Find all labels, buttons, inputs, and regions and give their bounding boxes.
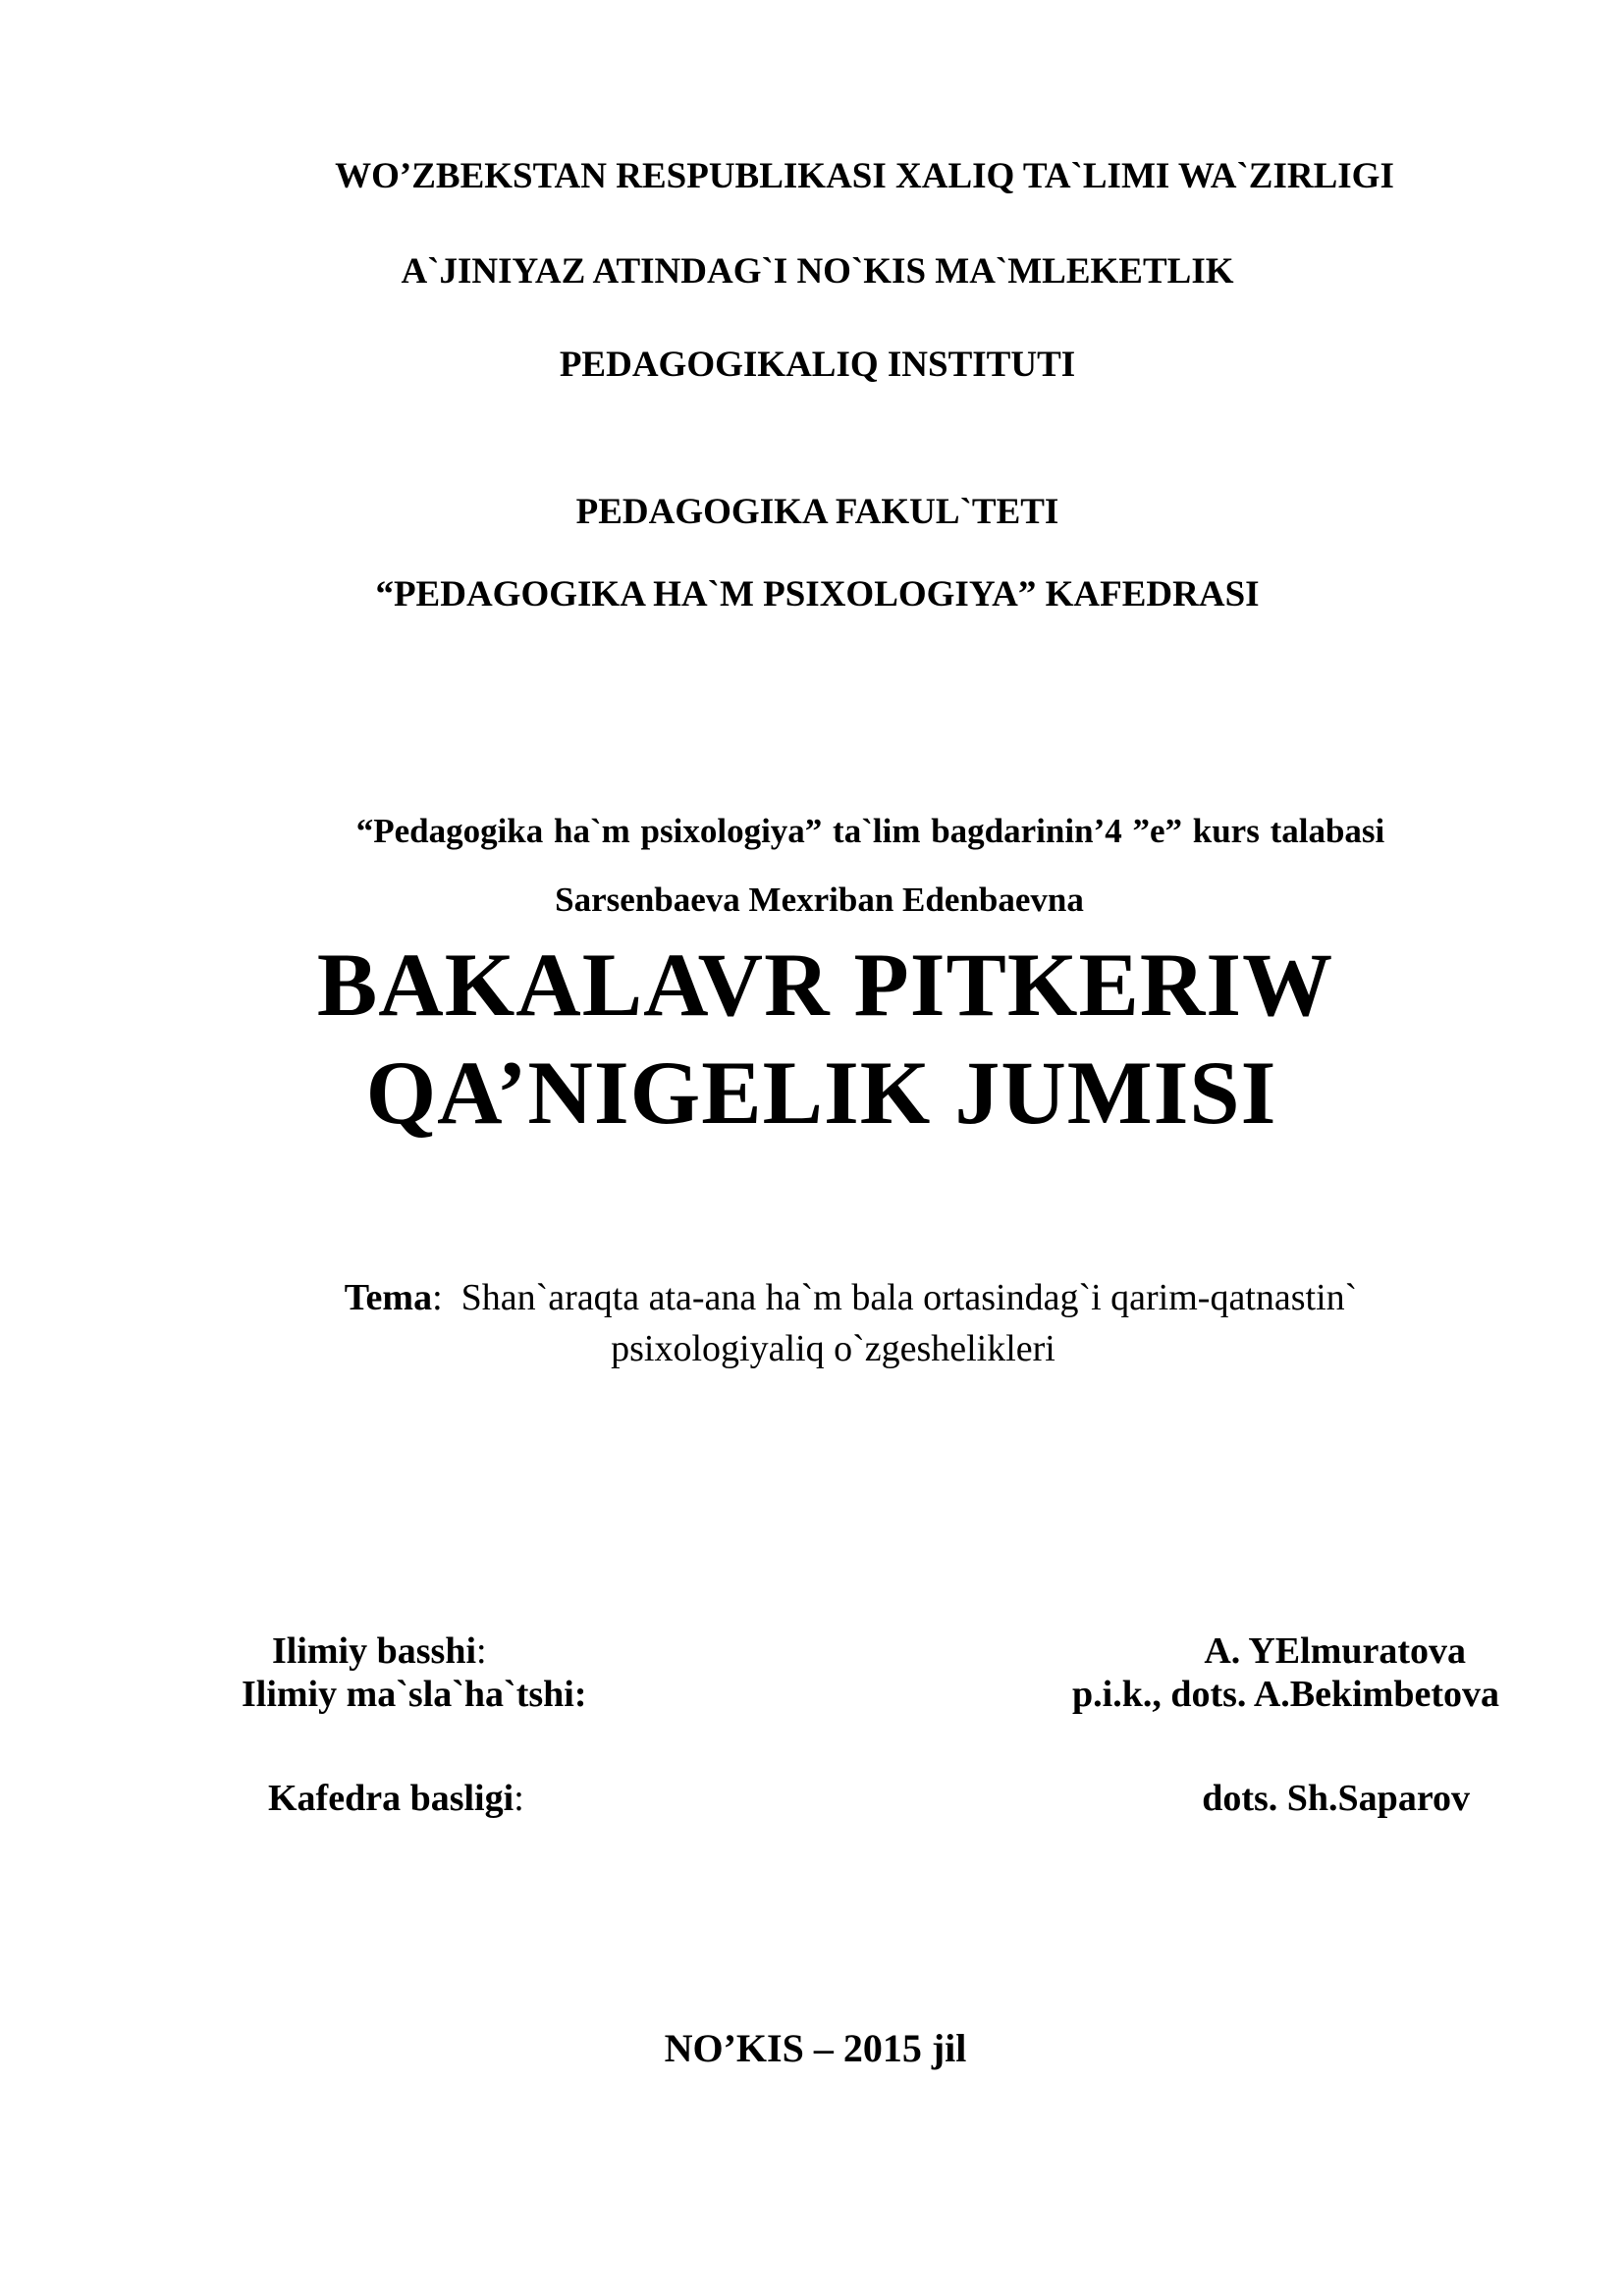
kafedra-heading: “PEDAGOGIKA HA`M PSIXOLOGIYA” KAFEDRASI xyxy=(375,574,1260,614)
topic-label: Tema xyxy=(344,1277,433,1318)
student-name: Sarsenbaeva Mexriban Edenbaevna xyxy=(555,881,1084,919)
head-of-department-label-colon: : xyxy=(514,1778,524,1819)
head-of-department-label xyxy=(268,1777,524,1820)
topic-text-line2: psixologiyaliq o`zgeshelikleri xyxy=(611,1328,1055,1369)
student-program-line: “Pedagogika ha`m psixologiya” ta`lim bagdarinin’4 ”e” kurs talabasi xyxy=(355,812,1385,850)
place-and-year: NO’KIS – 2015 jil xyxy=(664,2026,967,2070)
document-title-line2: QA’NIGELIK JUMISI xyxy=(365,1042,1277,1143)
head-of-department-label-text: Kafedra basligi xyxy=(268,1778,514,1819)
supervisor-label-colon: : xyxy=(476,1630,487,1672)
supervisor-label-text: Ilimiy basshi xyxy=(272,1630,477,1672)
supervisor-label xyxy=(272,1629,487,1673)
institute-heading-line2: PEDAGOGIKALIQ INSTITUTI xyxy=(559,345,1076,385)
topic-text-line1: Shan`araqta ata-ana ha`m bala ortasindag`i qarim-qatnastin` xyxy=(442,1277,1358,1318)
consultant-label: Ilimiy ma`sla`ha`tshi: xyxy=(242,1674,587,1715)
topic-line1 xyxy=(39,1276,1623,1319)
supervisor-name: A. YElmuratova xyxy=(1204,1630,1466,1672)
document-title-line1: BAKALAVR PITKERIW xyxy=(316,934,1334,1035)
consultant-name: p.i.k., dots. A.Bekimbetova xyxy=(1072,1674,1499,1715)
head-of-department-name: dots. Sh.Saparov xyxy=(1202,1778,1470,1819)
topic-separator: : xyxy=(432,1277,443,1318)
institute-heading-line1: A`JINIYAZ ATINDAG`I NO`KIS MA`MLEKETLIK xyxy=(401,251,1234,292)
faculty-heading: PEDAGOGIKA FAKUL`TETI xyxy=(575,492,1059,532)
ministry-heading: WO’ZBEKSTAN RESPUBLIKASI XALIQ TA`LIMI WA`ZIRLIGI xyxy=(335,156,1394,196)
